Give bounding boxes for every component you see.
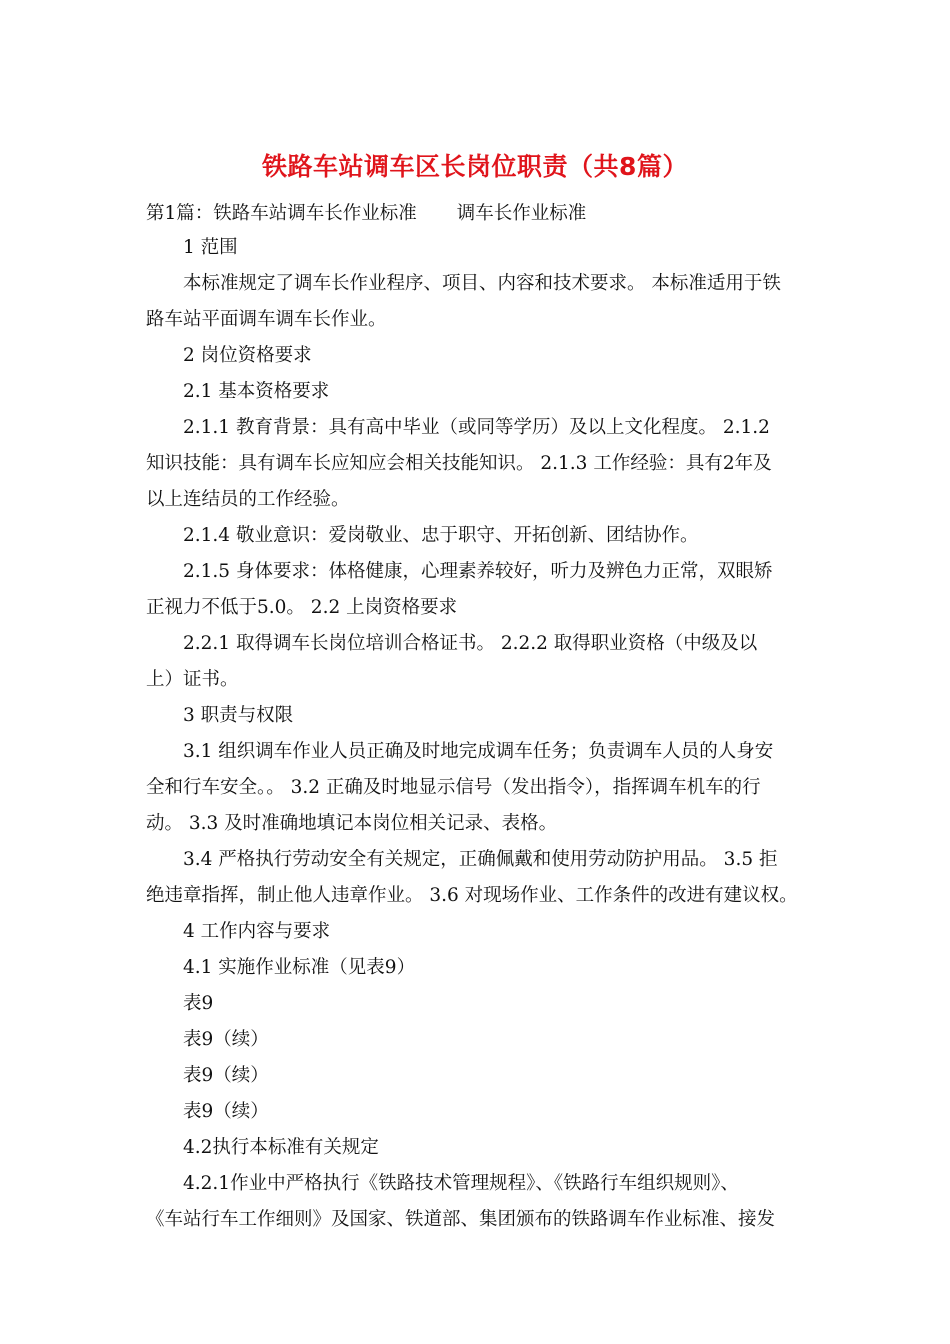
text-line: 表9（续）: [183, 1101, 269, 1122]
document-title: 铁路车站调车区长岗位职责（共8篇）: [262, 152, 688, 181]
text-line: 表9: [183, 993, 214, 1014]
text-line: 上）证书。: [146, 669, 239, 690]
text-line: 表9（续）: [183, 1065, 269, 1086]
text-line: 4 工作内容与要求: [183, 921, 331, 942]
text-line: 4.1 实施作业标准（见表9）: [183, 957, 416, 978]
text-line: 2.2.1 取得调车长岗位培训合格证书。 2.2.2 取得职业资格（中级及以: [183, 633, 758, 654]
text-line: 动。 3.3 及时准确地填记本岗位相关记录、表格。: [146, 813, 558, 834]
text-line: 2.1.5 身体要求：体格健康，心理素养较好，听力及辨色力正常，双眼矫: [183, 561, 773, 582]
text-line: 本标准规定了调车长作业程序、项目、内容和技术要求。 本标准适用于铁: [183, 273, 781, 294]
text-line: 路车站平面调车调车长作业。: [146, 309, 387, 330]
text-line: 《车站行车工作细则》及国家、铁道部、集团颁布的铁路调车作业标准、接发: [146, 1209, 776, 1230]
section-heading: [146, 196, 822, 230]
text-line: 绝违章指挥，制止他人违章作业。 3.6 对现场作业、工作条件的改进有建议权。: [146, 885, 798, 906]
text-line: 以上连结员的工作经验。: [146, 489, 350, 510]
text-line: 3 职责与权限: [183, 705, 294, 726]
heading-part2: 调车长作业标准: [456, 203, 587, 224]
document-body: [146, 196, 822, 1238]
text-line: 知识技能：具有调车长应知应会相关技能知识。 2.1.3 工作经验：具有2年及: [146, 453, 772, 474]
text-line: 2.1.4 敬业意识：爱岗敬业、忠于职守、开拓创新、团结协作。: [183, 525, 699, 546]
text-line: 2.1 基本资格要求: [183, 381, 330, 402]
text-line: 全和行车安全。。 3.2 正确及时地显示信号（发出指令），指挥调车机车的行: [146, 777, 761, 798]
paragraph-lines: [146, 230, 822, 1238]
text-line: 表9（续）: [183, 1029, 269, 1050]
text-line: 2.1.1 教育背景：具有高中毕业（或同等学历）及以上文化程度。 2.1.2: [183, 417, 770, 438]
text-line: 正视力不低于5.0。 2.2 上岗资格要求: [146, 597, 458, 618]
text-line: 2 岗位资格要求: [183, 345, 312, 366]
text-line: 3.4 严格执行劳动安全有关规定，正确佩戴和使用劳动防护用品。 3.5 拒: [183, 849, 778, 870]
text-line: 1 范围: [183, 237, 238, 258]
heading-part1: 第1篇：铁路车站调车长作业标准: [146, 203, 417, 224]
text-line: 4.2.1作业中严格执行《铁路技术管理规程》、《铁路行车组织规则》、: [183, 1173, 739, 1194]
text-line: 3.1 组织调车作业人员正确及时地完成调车任务；负责调车人员的人身安: [183, 741, 774, 762]
text-line: 4.2执行本标准有关规定: [183, 1137, 379, 1158]
